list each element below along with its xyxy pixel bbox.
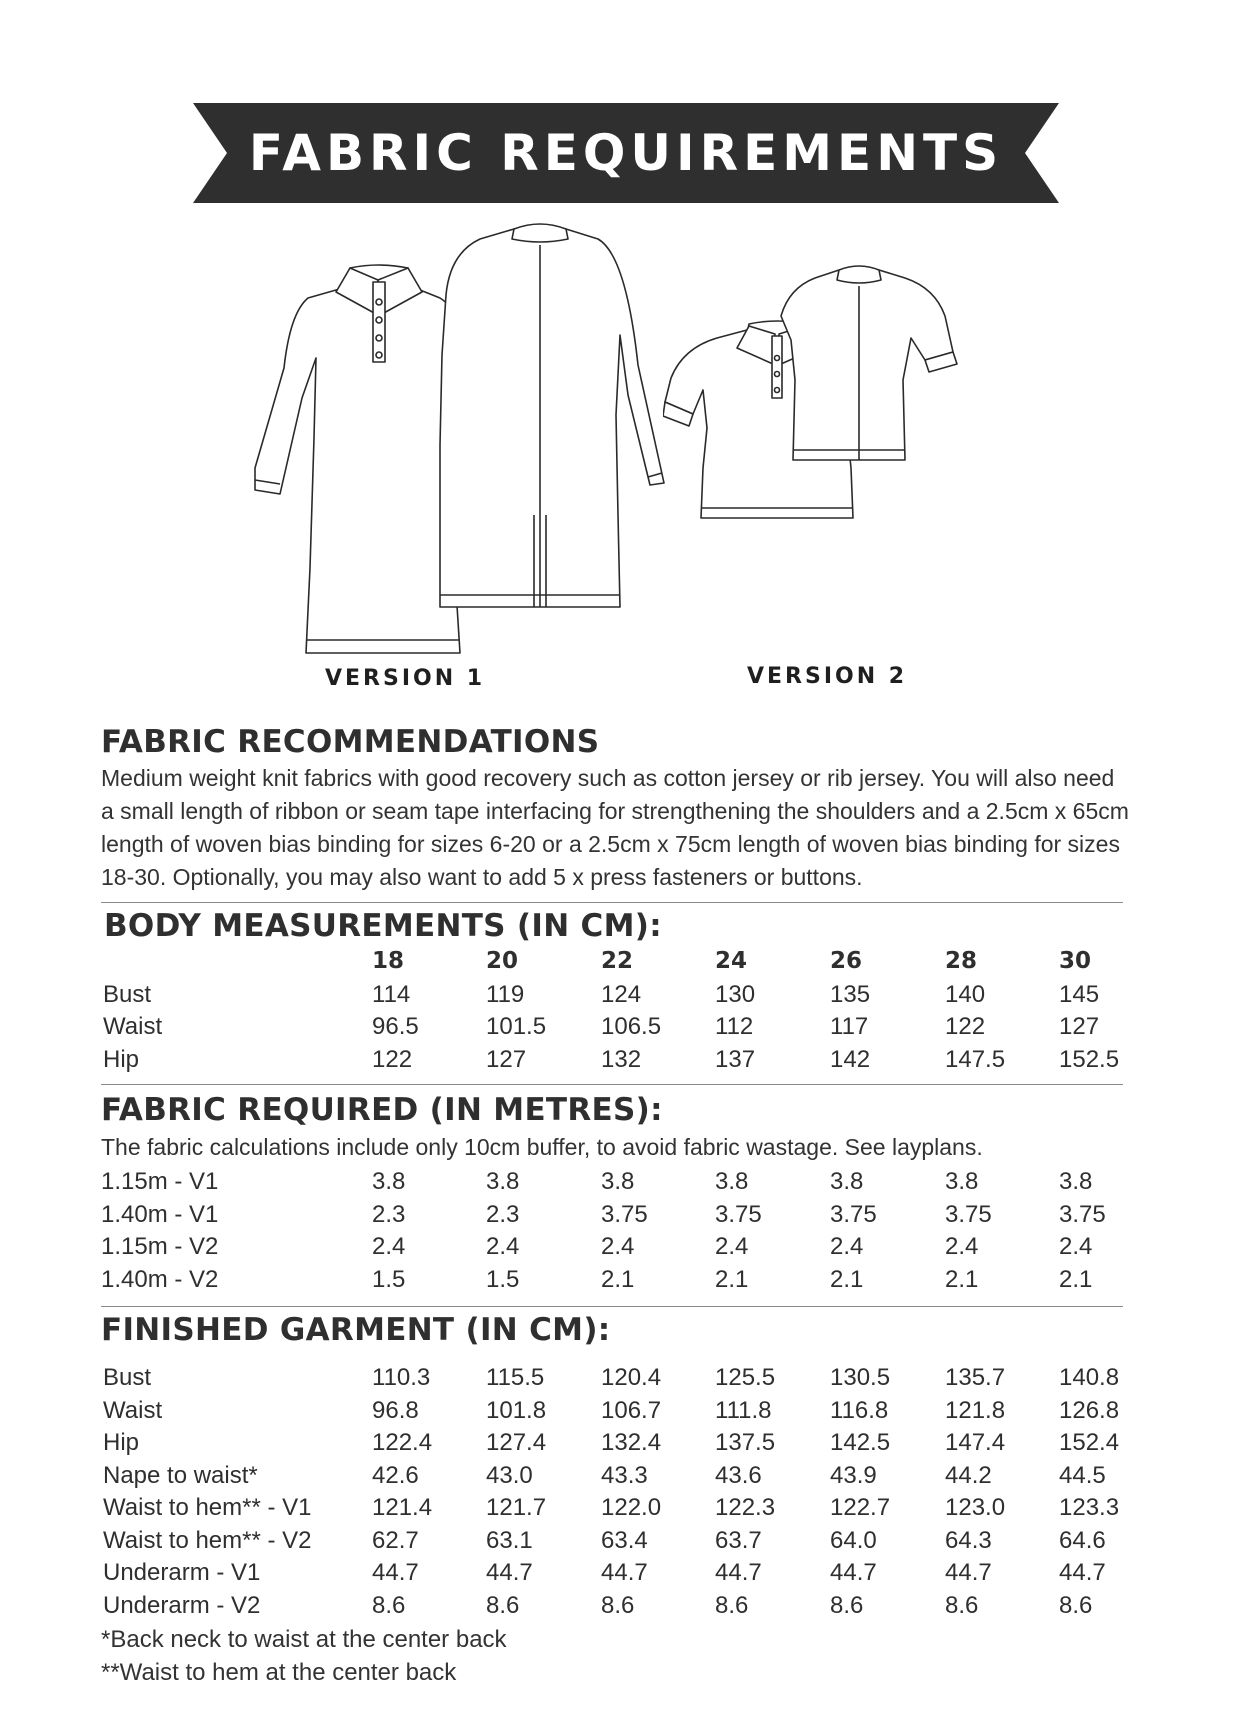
table-cell: 152.4: [1059, 1429, 1120, 1456]
table-cell: 43.0: [486, 1461, 533, 1489]
table-cell: 2.4: [486, 1233, 520, 1260]
dress-back-illustration: [438, 215, 668, 615]
top-back-illustration: [775, 260, 985, 470]
table-cell: 2.4: [945, 1233, 979, 1260]
table-cell: 135: [830, 980, 871, 1008]
table-cell: 3.8: [715, 1168, 749, 1195]
table-cell: 2.1: [945, 1265, 979, 1293]
table-cell: 2.4: [372, 1233, 406, 1260]
table-cell: 124: [601, 980, 642, 1008]
table-cell: 3.8: [372, 1168, 406, 1195]
table-cell: 44.7: [830, 1559, 877, 1586]
table-cell: 142.5: [830, 1429, 891, 1456]
size-header: 28: [945, 948, 978, 974]
table-cell: 44.5: [1059, 1461, 1106, 1489]
table-cell: 44.7: [715, 1559, 762, 1586]
table-cell: 122.7: [830, 1494, 891, 1521]
table-cell: 137.5: [715, 1429, 776, 1456]
table-cell: 2.1: [601, 1265, 635, 1293]
table-cell: 142: [830, 1045, 871, 1073]
table-cell: 122.4: [372, 1429, 433, 1456]
table-cell: 3.8: [945, 1168, 979, 1195]
table-cell: 64.3: [945, 1526, 992, 1554]
row-label: Waist to hem** - V1: [103, 1494, 312, 1521]
table-cell: 122.3: [715, 1494, 776, 1521]
table-cell: 116.8: [830, 1396, 889, 1424]
table-cell: 2.1: [715, 1265, 749, 1293]
table-cell: 2.4: [830, 1233, 864, 1260]
size-header: 18: [372, 948, 405, 974]
table-cell: 2.4: [1059, 1233, 1093, 1260]
table-cell: 152.5: [1059, 1045, 1120, 1073]
table-cell: 135.7: [945, 1364, 1006, 1391]
fabric-required-note: The fabric calculations include only 10cm buffer, to avoid fabric wastage. See layplans.: [101, 1134, 983, 1160]
table-cell: 101.8: [486, 1396, 547, 1424]
table-cell: 130: [715, 980, 756, 1008]
size-header: 26: [830, 948, 863, 974]
table-cell: 3.75: [945, 1200, 992, 1228]
row-label: Waist to hem** - V2: [103, 1526, 312, 1554]
table-cell: 126.8: [1059, 1396, 1120, 1424]
divider: [101, 902, 1123, 903]
table-cell: 3.75: [601, 1200, 648, 1228]
table-cell: 3.75: [830, 1200, 877, 1228]
table-cell: 3.75: [1059, 1200, 1106, 1228]
table-cell: 132.4: [601, 1429, 662, 1456]
table-cell: 117: [830, 1013, 869, 1040]
row-label: 1.40m - V2: [101, 1265, 219, 1293]
table-cell: 122: [945, 1013, 986, 1040]
table-cell: 8.6: [601, 1591, 635, 1619]
table-cell: 127: [486, 1045, 527, 1073]
table-cell: 112: [715, 1013, 754, 1040]
table-cell: 123.3: [1059, 1494, 1120, 1521]
table-cell: 63.1: [486, 1526, 533, 1554]
table-cell: 140.8: [1059, 1364, 1120, 1391]
table-cell: 96.5: [372, 1013, 419, 1040]
table-cell: 147.4: [945, 1429, 1006, 1456]
table-cell: 127.4: [486, 1429, 547, 1456]
table-cell: 44.7: [486, 1559, 533, 1586]
table-cell: 63.4: [601, 1526, 648, 1554]
table-cell: 3.8: [486, 1168, 520, 1195]
row-label: 1.15m - V2: [101, 1233, 219, 1260]
table-cell: 1.5: [486, 1265, 520, 1293]
table-cell: 8.6: [830, 1591, 864, 1619]
table-cell: 8.6: [1059, 1591, 1093, 1619]
divider: [101, 1306, 1123, 1307]
table-cell: 43.9: [830, 1461, 877, 1489]
row-label: Bust: [103, 980, 152, 1008]
table-cell: 123.0: [945, 1494, 1006, 1521]
table-cell: 8.6: [945, 1591, 979, 1619]
row-label: Hip: [103, 1429, 140, 1456]
table-cell: 2.4: [601, 1233, 635, 1260]
table-cell: 8.6: [372, 1591, 406, 1619]
body-measurements-heading: BODY MEASUREMENTS (IN CM):: [104, 908, 662, 944]
version-2-label: VERSION 2: [747, 664, 908, 689]
row-label: 1.15m - V1: [101, 1168, 219, 1195]
row-label: Hip: [103, 1045, 140, 1073]
fabric-required-heading: FABRIC REQUIRED (IN METRES):: [101, 1092, 663, 1128]
version-1-label: VERSION 1: [325, 666, 486, 691]
footnote: *Back neck to waist at the center back: [101, 1626, 507, 1653]
table-cell: 2.4: [715, 1233, 749, 1260]
table-cell: 119: [486, 980, 525, 1008]
table-cell: 96.8: [372, 1396, 419, 1424]
table-cell: 44.7: [601, 1559, 648, 1586]
table-cell: 42.6: [372, 1461, 419, 1489]
table-cell: 110.3: [372, 1364, 431, 1391]
row-label: Underarm - V2: [103, 1591, 261, 1619]
footnote: **Waist to hem at the center back: [101, 1659, 457, 1686]
row-label: Nape to waist*: [103, 1461, 258, 1489]
table-cell: 140: [945, 980, 986, 1008]
table-cell: 2.1: [1059, 1265, 1093, 1293]
table-cell: 125.5: [715, 1364, 776, 1391]
table-cell: 44.7: [372, 1559, 419, 1586]
table-cell: 44.7: [945, 1559, 992, 1586]
row-label: Waist: [103, 1013, 163, 1040]
table-cell: 121.4: [372, 1494, 433, 1521]
table-cell: 43.6: [715, 1461, 762, 1489]
table-cell: 137: [715, 1045, 756, 1073]
table-cell: 106.7: [601, 1396, 662, 1424]
table-cell: 63.7: [715, 1526, 762, 1554]
table-cell: 127: [1059, 1013, 1100, 1040]
title-banner: [193, 103, 1059, 203]
size-header: 24: [715, 948, 748, 974]
row-label: Underarm - V1: [103, 1559, 261, 1586]
table-cell: 44.2: [945, 1461, 992, 1489]
table-cell: 62.7: [372, 1526, 419, 1554]
size-header: 20: [486, 948, 519, 974]
divider: [101, 1084, 1123, 1085]
table-cell: 44.7: [1059, 1559, 1106, 1586]
table-cell: 147.5: [945, 1045, 1006, 1073]
row-label: Bust: [103, 1364, 152, 1391]
table-cell: 3.75: [715, 1200, 762, 1228]
table-cell: 64.0: [830, 1526, 877, 1554]
table-cell: 106.5: [601, 1013, 662, 1040]
table-cell: 121.7: [486, 1494, 547, 1521]
table-cell: 120.4: [601, 1364, 662, 1391]
table-cell: 115.5: [486, 1364, 545, 1391]
table-cell: 114: [372, 980, 411, 1008]
table-cell: 130.5: [830, 1364, 891, 1391]
table-cell: 43.3: [601, 1461, 648, 1489]
table-cell: 145: [1059, 980, 1100, 1008]
table-cell: 3.8: [601, 1168, 635, 1195]
table-cell: 122.0: [601, 1494, 662, 1521]
fabric-recommendations-heading: FABRIC RECOMMENDATIONS: [101, 724, 600, 760]
table-cell: 2.3: [486, 1200, 520, 1228]
page-title: FABRIC REQUIREMENTS: [248, 124, 1004, 182]
table-cell: 3.8: [1059, 1168, 1093, 1195]
table-cell: 121.8: [945, 1396, 1006, 1424]
table-cell: 3.8: [830, 1168, 864, 1195]
table-cell: 8.6: [486, 1591, 520, 1619]
table-cell: 122: [372, 1045, 413, 1073]
table-cell: 2.1: [830, 1265, 864, 1293]
table-cell: 64.6: [1059, 1526, 1106, 1554]
size-header: 30: [1059, 948, 1092, 974]
table-cell: 8.6: [715, 1591, 749, 1619]
size-header: 22: [601, 948, 634, 974]
table-cell: 1.5: [372, 1265, 406, 1293]
fabric-recommendations-text: Medium weight knit fabrics with good recovery such as cotton jersey or rib jersey. You will also need a small length of ribbon or seam tape interfacing for strengthening the shoulders and a 2.5cm x 65cm length of woven bias binding for sizes 6-20 or a 2.5cm x 75cm length of woven bias binding for sizes 18-30. Optionally, you may also want to add 5 x press fasteners or buttons.: [101, 765, 1129, 890]
table-cell: 132: [601, 1045, 642, 1073]
table-cell: 2.3: [372, 1200, 406, 1228]
row-label: 1.40m - V1: [101, 1200, 219, 1228]
row-label: Waist: [103, 1396, 163, 1424]
table-cell: 111.8: [715, 1396, 772, 1424]
finished-garment-heading: FINISHED GARMENT (IN CM):: [101, 1312, 611, 1348]
table-cell: 101.5: [486, 1013, 547, 1040]
